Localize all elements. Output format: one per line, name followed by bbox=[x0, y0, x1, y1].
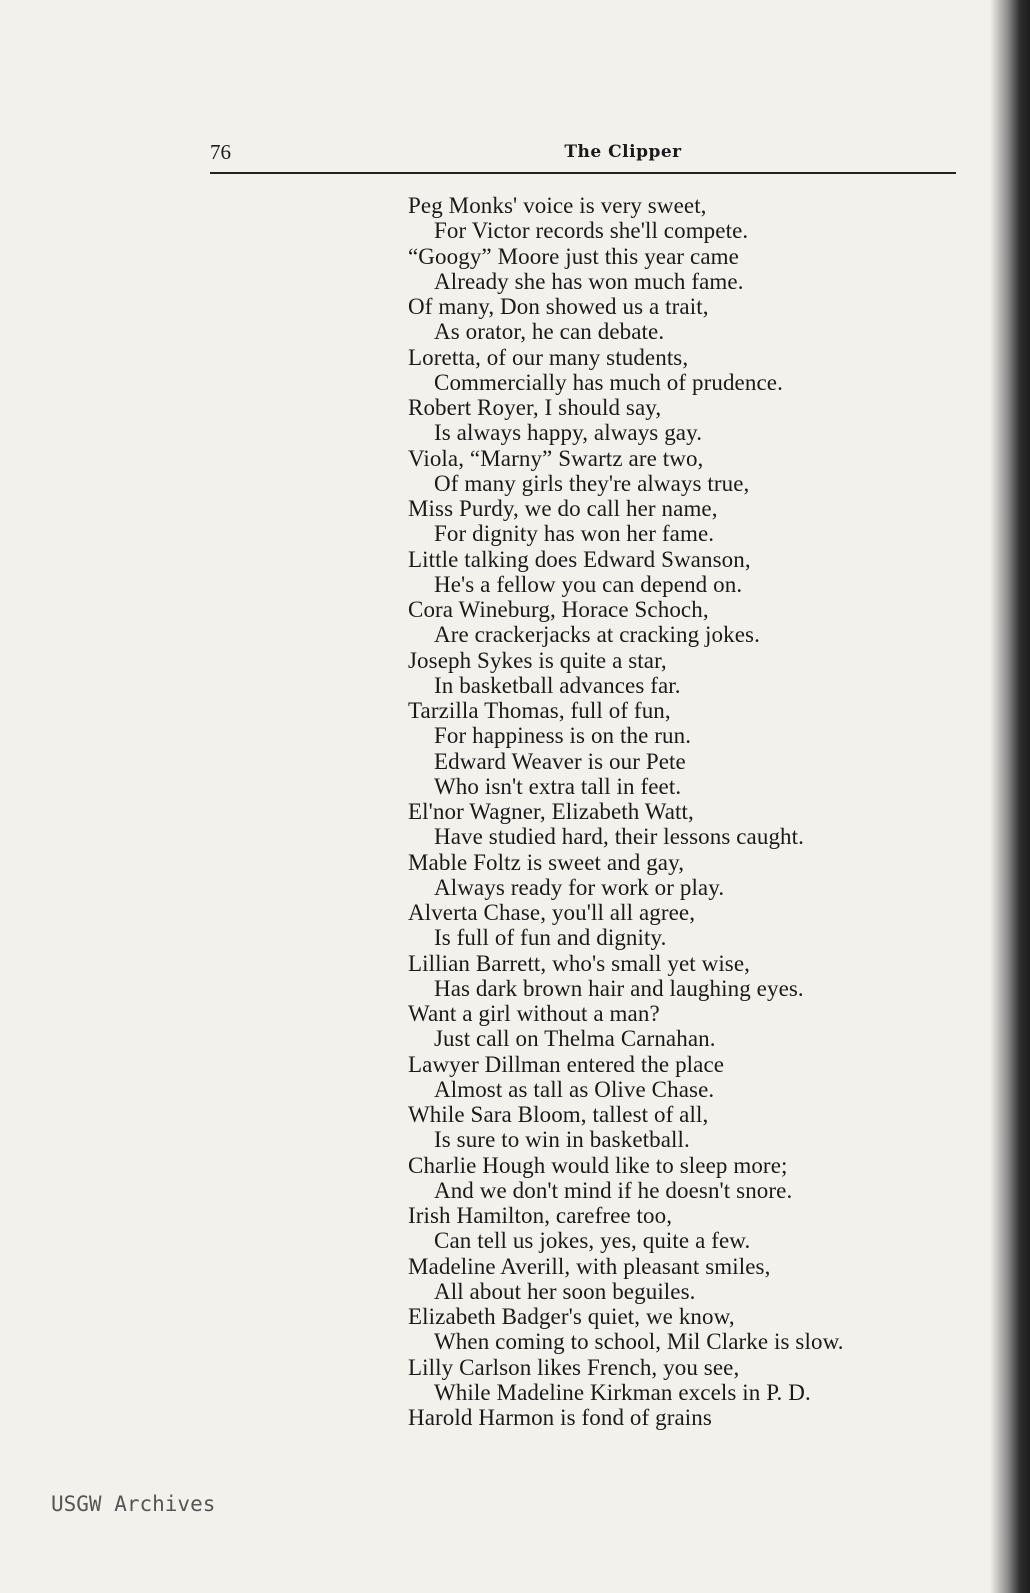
poem-line: Lawyer Dillman entered the place bbox=[408, 1051, 725, 1077]
poem-line: Is sure to win in basketball. bbox=[434, 1127, 690, 1153]
poem-line: When coming to school, Mil Clarke is slow. bbox=[434, 1329, 844, 1355]
poem-line: While Sara Bloom, tallest of all, bbox=[408, 1102, 709, 1127]
poem-line: Is always happy, always gay. bbox=[434, 420, 703, 446]
poem-line: Robert Royer, I should say, bbox=[408, 395, 662, 420]
poem-line: El'nor Wagner, Elizabeth Watt, bbox=[408, 799, 694, 824]
poem-line: Just call on Thelma Carnahan. bbox=[434, 1026, 716, 1052]
page-header bbox=[210, 138, 956, 174]
poem-line: Who isn't extra tall in feet. bbox=[434, 773, 682, 799]
poem-line: Can tell us jokes, yes, quite a few. bbox=[434, 1228, 751, 1254]
poem-line: He's a fellow you can depend on. bbox=[434, 571, 743, 597]
poem-line: Lilly Carlson likes French, you see, bbox=[408, 1354, 740, 1380]
poem-line: Miss Purdy, we do call her name, bbox=[408, 496, 718, 521]
poem-line: Edward Weaver is our Pete bbox=[434, 748, 686, 774]
poem-body bbox=[408, 193, 968, 1430]
poem-line: Always ready for work or play. bbox=[434, 874, 725, 900]
poem-line: Cora Wineburg, Horace Schoch, bbox=[408, 597, 709, 622]
poem-line: “Googy” Moore just this year came bbox=[408, 243, 739, 269]
poem-line: For Victor records she'll compete. bbox=[434, 218, 749, 244]
poem-line: Mable Foltz is sweet and gay, bbox=[408, 849, 685, 875]
poem-line: Peg Monks' voice is very sweet, bbox=[408, 193, 707, 218]
poem-line: Of many girls they're always true, bbox=[434, 470, 750, 496]
page-number: 76 bbox=[210, 140, 231, 164]
poem-line: In basketball advances far. bbox=[434, 672, 681, 698]
poem-line: Elizabeth Badger's quiet, we know, bbox=[408, 1304, 735, 1329]
poem-line: Has dark brown hair and laughing eyes. bbox=[434, 975, 804, 1001]
poem-line: All about her soon beguiles. bbox=[434, 1278, 696, 1304]
poem-line: Alverta Chase, you'll all agree, bbox=[408, 900, 696, 925]
poem-line: Loretta, of our many students, bbox=[408, 344, 689, 370]
poem-line: And we don't mind if he doesn't snore. bbox=[434, 1177, 793, 1203]
poem-line: Commercially has much of prudence. bbox=[434, 369, 783, 395]
poem-line: Lillian Barrett, who's small yet wise, bbox=[408, 950, 751, 976]
poem-line: For dignity has won her fame. bbox=[434, 521, 715, 547]
poem-line: Want a girl without a man? bbox=[408, 1001, 660, 1026]
poem-line: Of many, Don showed us a trait, bbox=[408, 294, 709, 319]
poem-line: Little talking does Edward Swanson, bbox=[408, 546, 751, 572]
poem-line: Viola, “Marny” Swartz are two, bbox=[408, 445, 704, 471]
poem-line: While Madeline Kirkman excels in P. D. bbox=[434, 1379, 811, 1405]
poem-line: Are crackerjacks at cracking jokes. bbox=[434, 622, 760, 648]
poem-line: As orator, he can debate. bbox=[434, 319, 665, 345]
watermark: USGW Archives bbox=[51, 1492, 216, 1516]
running-title: The Clipper bbox=[564, 142, 682, 162]
poem-line: Have studied hard, their lessons caught. bbox=[434, 824, 804, 850]
poem-line: For happiness is on the run. bbox=[434, 723, 692, 749]
poem-line: Is full of fun and dignity. bbox=[434, 925, 667, 951]
poem-line: Tarzilla Thomas, full of fun, bbox=[408, 698, 671, 723]
poem-line: Harold Harmon is fond of grains bbox=[408, 1405, 712, 1430]
poem-line: Irish Hamilton, carefree too, bbox=[408, 1203, 673, 1228]
poem-line: Almost as tall as Olive Chase. bbox=[434, 1076, 715, 1102]
poem-line: Madeline Averill, with pleasant smiles, bbox=[408, 1253, 771, 1279]
poem-line: Already she has won much fame. bbox=[434, 268, 744, 294]
poem-line: Charlie Hough would like to sleep more; bbox=[408, 1152, 788, 1178]
poem-line: Joseph Sykes is quite a star, bbox=[408, 647, 667, 673]
page-edge-shadow bbox=[990, 0, 1030, 1593]
